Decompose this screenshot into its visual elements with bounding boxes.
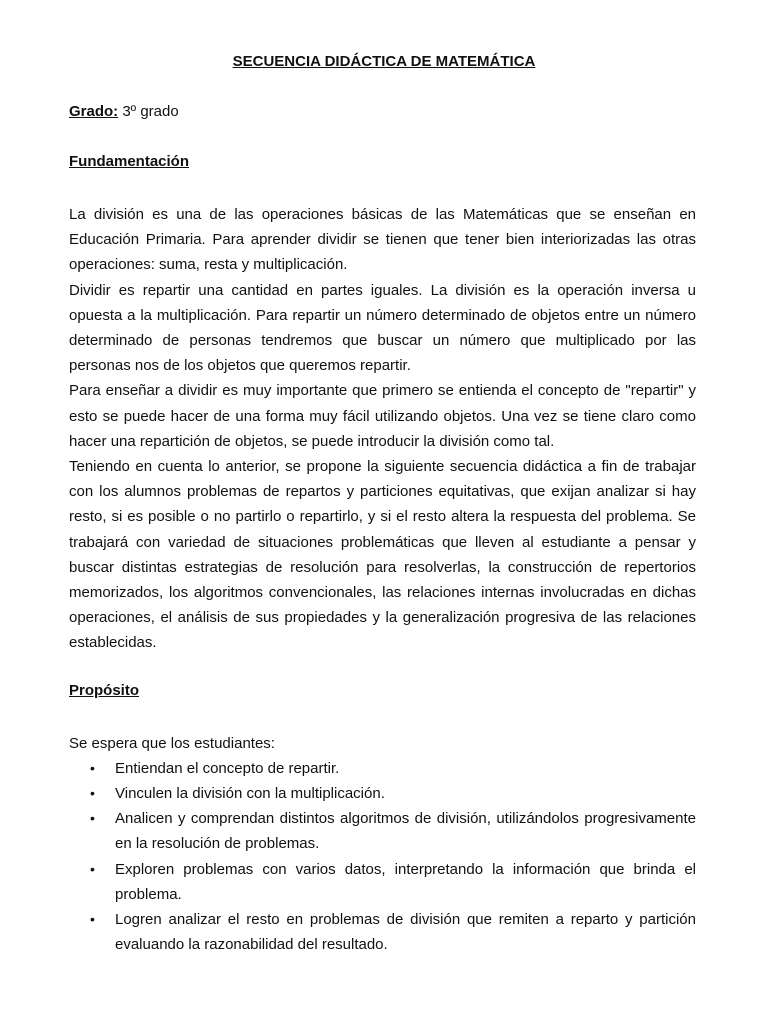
list-item-text: Logren analizar el resto en problemas de división que remiten a reparto y partición evaluando la razonabilidad del resultado.: [115, 911, 696, 954]
section-heading-proposito: Propósito: [69, 681, 139, 699]
paragraph: Dividir es repartir una cantidad en partes iguales. La división es la operación inversa u opuesta a la multiplicación. Para repartir un número determinado de objetos entre un número determinado de personas tendremos que buscar un número que multiplicado por las personas nos de los objetos que queremos repartir.: [69, 281, 696, 375]
grade-value: 3º grado: [118, 103, 179, 120]
list-item: [90, 781, 696, 806]
bullet-icon: •: [90, 810, 95, 827]
list-item-text: Entiendan el concepto de repartir.: [115, 759, 340, 777]
bullet-icon: •: [90, 911, 95, 928]
list-item: [90, 806, 696, 856]
fundamentacion-body: [69, 202, 696, 656]
list-item: [90, 857, 696, 907]
list-item-text: Exploren problemas con varios datos, interpretando la información que brinda el problema.: [115, 860, 696, 903]
paragraph: La división es una de las operaciones básicas de las Matemáticas que se enseñan en Educación Primaria. Para aprender dividir se tienen que tener bien interiorizadas las otras operaciones: suma, resta y multiplicación.: [69, 206, 696, 274]
section-heading-fundamentacion: Fundamentación: [69, 153, 190, 170]
grade-label: Grado:: [69, 103, 119, 120]
bullet-icon: •: [90, 759, 95, 776]
grade-line: [69, 102, 696, 122]
list-item-text: Analicen y comprendan distintos algoritmos de división, utilizándolos progresivamente en la resolución de problemas.: [115, 810, 696, 853]
list-item: [90, 907, 696, 957]
document-title: SECUENCIA DIDÁCTICA DE MATEMÁTICA: [232, 53, 536, 70]
list-item: [90, 756, 696, 781]
list-item-text: Vinculen la división con la multiplicación.: [115, 785, 385, 803]
paragraph: Teniendo en cuenta lo anterior, se propone la siguiente secuencia didáctica a fin de trabajar con los alumnos problemas de repartos y particiones equitativas, que exijan analizar si hay resto, si es posible o no partirlo o repartirlo, y si el resto altera la respuesta del problema. Se trabajará con variedad de situaciones problemáticas que lleven al estudiante a pensar y buscar distintas estrategias de resolución para resolverlas, la construcción de repertorios memorizados, los algoritmos convencionales, las relaciones internas involucradas en dichas operaciones, el análisis de sus propiedades y la generalización progresiva de las relaciones establecidas.: [69, 458, 696, 652]
objectives-list: [69, 756, 696, 958]
bullet-icon: •: [90, 860, 95, 877]
proposito-intro: Se espera que los estudiantes:: [69, 734, 275, 752]
paragraph: Para enseñar a dividir es muy importante que primero se entienda el concepto de "repartir" y esto se puede hacer de una forma muy fácil utilizando objetos. Una vez se tiene claro como hacer una repartición de objetos, se puede introducir la división como tal.: [69, 382, 696, 450]
bullet-icon: •: [90, 785, 95, 802]
